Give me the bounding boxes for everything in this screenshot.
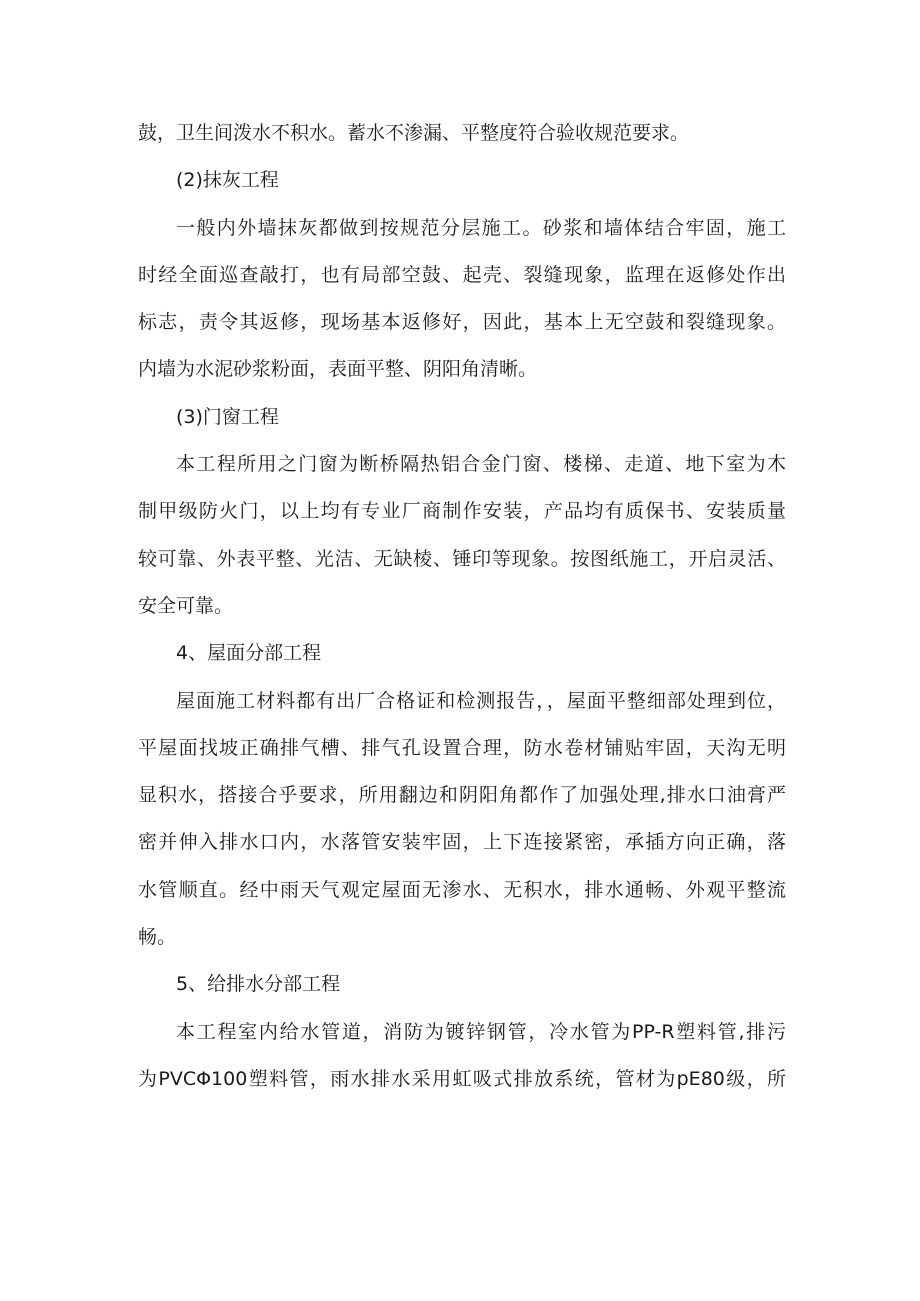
section-heading: (3)门窗工程 — [176, 405, 279, 428]
paragraph-line: 时经全面巡查敲打，也有局部空鼓、起壳、裂缝现象，监理在返修处作出 — [138, 263, 786, 286]
section-heading: 4、屋面分部工程 — [176, 642, 322, 665]
paragraph-line: 标志，责令其返修，现场基本返修好，因此，基本上无空鼓和裂缝现象。 — [138, 311, 786, 334]
paragraph — [138, 110, 786, 157]
section-heading: 5、给排水分部工程 — [176, 973, 341, 996]
paragraph-line: 较可靠、外表平整、光洁、无缺棱、锤印等现象。按图纸施工，开启灵活、 — [138, 547, 786, 570]
paragraph — [138, 1009, 786, 1104]
paragraph-line: 一般内外墙抹灰都做到按规范分层施工。砂浆和墙体结合牢固，施工 — [176, 216, 786, 239]
section-heading: (2)抹灰工程 — [176, 169, 279, 192]
paragraph-line: 鼓，卫生间泼水不积水。蓄水不渗漏、平整度符合验收规范要求。 — [138, 122, 690, 144]
paragraph-line: 畅。 — [138, 926, 177, 949]
paragraph-line: 密并伸入排水口内，水落管安装牢固，上下连接紧密，承插方向正确，落 — [138, 831, 786, 854]
paragraph-line: 内墙为水泥砂浆粉面，表面平整、阴阳角清晰。 — [138, 358, 538, 381]
paragraph-line: 平屋面找坡正确排气槽、排气孔设置合理，防水卷材铺贴牢固，天沟无明 — [138, 736, 786, 759]
paragraph — [138, 205, 786, 394]
paragraph-line: 制甲级防火门，以上均有专业厂商制作安装，产品均有质保书、安装质量 — [138, 500, 786, 523]
document-body — [138, 110, 786, 1103]
paragraph-line: 显积水，搭接合乎要求，所用翻边和阴阳角都作了加强处理,排水口油膏严 — [138, 784, 786, 807]
paragraph-line: 水管顺直。经中雨天气观定屋面无渗水、无积水，排水通畅、外观平整流 — [138, 878, 786, 901]
paragraph — [138, 678, 786, 962]
paragraph-line: 为PVCΦ100塑料管，雨水排水采用虹吸式排放系统，管材为pE80级，所 — [138, 1067, 786, 1090]
paragraph-line: 本工程所用之门窗为断桥隔热铝合金门窗、楼梯、走道、地下室为木 — [176, 453, 786, 476]
paragraph-line: 本工程室内给水管道，消防为镀锌钢管，冷水管为PP-R塑料管,排污 — [176, 1020, 786, 1043]
paragraph-line: 屋面施工材料都有出厂合格证和检测报告，，屋面平整细部处理到位， — [176, 689, 786, 712]
paragraph — [138, 441, 786, 630]
paragraph-line: 安全可靠。 — [138, 594, 234, 617]
